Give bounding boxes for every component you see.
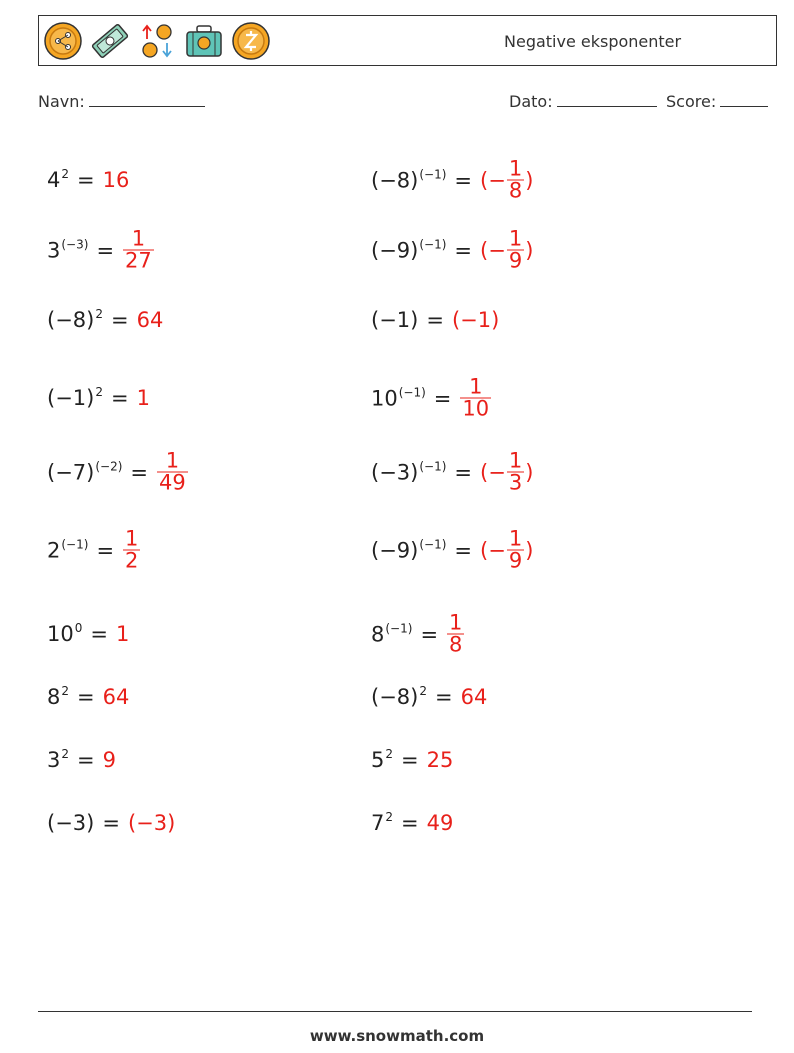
answer	[427, 811, 454, 835]
fraction-denominator: 2	[125, 548, 139, 573]
problem-expression	[371, 538, 446, 562]
fraction-denominator: 3	[508, 470, 523, 495]
problem-item	[371, 526, 534, 573]
problem-item	[47, 448, 189, 495]
answer	[156, 448, 189, 495]
answer	[452, 308, 499, 332]
problem-expression	[47, 386, 103, 410]
problem-expression	[371, 238, 446, 262]
equals-sign: =	[401, 811, 419, 835]
problem-expression	[47, 685, 69, 709]
coin-exchange-icon	[137, 21, 177, 61]
equals-sign: =	[434, 685, 453, 709]
answer-prefix: (−	[480, 168, 506, 192]
problem-expression	[47, 538, 88, 562]
problem-item	[371, 226, 534, 273]
problem-base: 10	[47, 622, 74, 646]
fraction-numerator: 1	[508, 526, 523, 551]
answer-fraction	[507, 526, 524, 573]
problem-base: 4	[47, 168, 61, 192]
problem-base: 7	[371, 811, 385, 835]
equals-sign: =	[130, 460, 149, 484]
fraction-numerator: 1	[508, 226, 523, 251]
answer	[122, 526, 141, 573]
problem-expression	[47, 460, 122, 484]
footer-url: www.snowmath.com	[309, 1027, 485, 1045]
equals-sign: =	[454, 538, 473, 562]
problem-base: (−8)	[371, 685, 419, 709]
problem-exponent: (−1)	[419, 237, 447, 251]
answer-prefix: (−	[480, 238, 506, 262]
problem-base: (−9)	[371, 538, 419, 562]
problem-base: (−7)	[47, 460, 95, 484]
problem-exponent: 2	[61, 684, 70, 698]
answer	[461, 685, 488, 709]
score-blank	[720, 92, 768, 107]
problem-expression	[371, 308, 418, 332]
problem-expression	[47, 748, 69, 772]
problem-expression	[47, 308, 103, 332]
problem-exponent: (−2)	[95, 459, 123, 473]
answer	[103, 685, 130, 709]
fraction-denominator: 10	[462, 396, 490, 421]
answer-prefix: (−	[480, 460, 506, 484]
problem-item	[47, 308, 163, 332]
answer	[480, 448, 534, 495]
problem-expression	[371, 386, 426, 410]
answer	[480, 526, 534, 573]
problem-exponent: 2	[419, 684, 427, 698]
equals-sign: =	[102, 811, 120, 835]
problem-expression	[47, 811, 94, 835]
problem-expression	[371, 460, 446, 484]
fraction-denominator: 27	[125, 248, 152, 273]
problem-expression	[47, 168, 69, 192]
fraction-numerator: 1	[125, 526, 139, 551]
answer-value: (−1)	[451, 308, 500, 332]
equals-sign: =	[77, 685, 95, 709]
answer	[116, 622, 129, 646]
answer-fraction	[157, 448, 188, 495]
fraction-numerator: 1	[131, 226, 146, 251]
fraction-denominator: 49	[159, 470, 186, 495]
answer-value: 1	[136, 386, 150, 410]
problem-exponent: (−1)	[419, 167, 447, 181]
answer-value: 25	[426, 748, 454, 772]
answer-suffix: )	[525, 538, 534, 562]
answer	[446, 610, 465, 657]
problem-exponent: 2	[61, 747, 70, 761]
fraction-denominator: 8	[508, 178, 523, 203]
equals-sign: =	[420, 622, 439, 646]
problem-exponent: (−1)	[398, 385, 426, 399]
problem-exponent: 2	[95, 307, 103, 321]
fraction-numerator: 1	[469, 374, 483, 399]
answer	[459, 374, 492, 421]
problem-base: (−3)	[371, 460, 419, 484]
problem-exponent: (−1)	[385, 621, 413, 635]
problem-base: (−8)	[47, 308, 95, 332]
zcash-coin-icon	[231, 21, 271, 61]
fraction-numerator: 1	[508, 156, 523, 181]
answer-suffix: )	[525, 460, 534, 484]
problem-exponent: (−3)	[61, 237, 89, 251]
problem-expression	[371, 811, 393, 835]
date-blank	[557, 92, 657, 107]
answer-value: 49	[426, 811, 454, 835]
problem-exponent: (−1)	[61, 537, 89, 551]
equals-sign: =	[454, 168, 473, 192]
problem-exponent: (−1)	[419, 537, 447, 551]
answer	[480, 156, 534, 203]
problem-item	[47, 811, 175, 835]
answer	[128, 811, 175, 835]
fraction-denominator: 9	[508, 248, 523, 273]
answer-value: 1	[115, 622, 130, 646]
problem-base: (−9)	[371, 238, 419, 262]
answer	[137, 308, 164, 332]
answer-prefix: (−	[480, 538, 506, 562]
answer-fraction	[460, 374, 491, 421]
fraction-numerator: 1	[449, 610, 463, 635]
problem-exponent: 2	[61, 167, 70, 181]
equals-sign: =	[401, 748, 419, 772]
problem-item	[371, 610, 465, 657]
answer	[427, 748, 454, 772]
fraction-numerator: 1	[165, 448, 180, 473]
equals-sign: =	[96, 538, 115, 562]
answer	[103, 168, 130, 192]
answer	[137, 386, 150, 410]
answer	[122, 226, 155, 273]
problem-expression	[371, 168, 446, 192]
answer-value: (−3)	[127, 811, 176, 835]
problem-exponent: 2	[95, 385, 103, 399]
problem-item	[47, 526, 141, 573]
equals-sign: =	[96, 238, 115, 262]
worksheet-title: Negative eksponenter	[504, 32, 682, 51]
problem-item	[47, 685, 129, 709]
problem-item	[371, 685, 487, 709]
problem-expression	[371, 622, 412, 646]
answer-value: 9	[102, 748, 116, 772]
problem-expression	[47, 238, 88, 262]
date-field	[509, 92, 657, 111]
problem-base: 8	[371, 622, 385, 646]
problem-exponent: (−1)	[419, 459, 447, 473]
problem-expression	[47, 622, 82, 646]
answer-fraction	[447, 610, 464, 657]
score-field	[666, 92, 768, 111]
fraction-denominator: 8	[449, 632, 463, 657]
equals-sign: =	[426, 308, 444, 332]
score-label: Score:	[666, 92, 717, 111]
answer	[103, 748, 116, 772]
name-label: Navn:	[38, 92, 85, 111]
equals-sign: =	[110, 308, 129, 332]
answer-suffix: )	[525, 168, 534, 192]
problem-base: 3	[47, 238, 61, 262]
problem-expression	[371, 748, 393, 772]
problem-base: (−1)	[47, 386, 95, 410]
answer-fraction	[123, 526, 140, 573]
problem-expression	[371, 685, 427, 709]
problem-base: 5	[371, 748, 385, 772]
answer-fraction	[507, 226, 524, 273]
answer-fraction	[507, 448, 524, 495]
equals-sign: =	[433, 386, 452, 410]
answer-fraction	[507, 156, 524, 203]
name-blank	[89, 92, 205, 107]
answer-value: 64	[460, 685, 488, 709]
fraction-denominator: 9	[508, 548, 523, 573]
banknote-icon	[90, 21, 130, 61]
name-field	[38, 92, 205, 111]
answer	[480, 226, 534, 273]
problem-base: 3	[47, 748, 61, 772]
problem-base: 8	[47, 685, 61, 709]
problem-item	[371, 308, 499, 332]
fraction-numerator: 1	[508, 448, 523, 473]
problem-exponent: 0	[74, 621, 83, 635]
problem-item	[371, 811, 453, 835]
problem-base: (−8)	[371, 168, 419, 192]
answer-value: 16	[102, 168, 130, 192]
problem-item	[47, 748, 116, 772]
answer-fraction	[123, 226, 154, 273]
equals-sign: =	[77, 748, 95, 772]
equals-sign: =	[454, 460, 473, 484]
problem-item	[371, 374, 492, 421]
date-label: Dato:	[509, 92, 553, 111]
equals-sign: =	[77, 168, 95, 192]
equals-sign: =	[454, 238, 473, 262]
problem-base: 2	[47, 538, 61, 562]
answer-suffix: )	[525, 238, 534, 262]
footer-divider	[38, 1011, 752, 1012]
problem-item	[371, 748, 453, 772]
problem-item	[47, 622, 129, 646]
worksheet-header	[38, 15, 777, 66]
problem-item	[371, 448, 534, 495]
problem-exponent: 2	[385, 810, 394, 824]
money-suitcase-icon	[184, 21, 224, 61]
problem-base: 10	[371, 386, 398, 410]
problem-exponent: 2	[385, 747, 394, 761]
equals-sign: =	[90, 622, 108, 646]
header-icons	[43, 21, 271, 61]
share-coin-icon	[43, 21, 83, 61]
problem-item	[47, 386, 150, 410]
problem-item	[47, 168, 129, 192]
answer-value: 64	[102, 685, 130, 709]
problem-item	[47, 226, 155, 273]
problem-base: (−1)	[371, 308, 419, 332]
equals-sign: =	[110, 386, 129, 410]
problem-base: (−3)	[47, 811, 95, 835]
problem-item	[371, 156, 534, 203]
answer-value: 64	[136, 308, 164, 332]
